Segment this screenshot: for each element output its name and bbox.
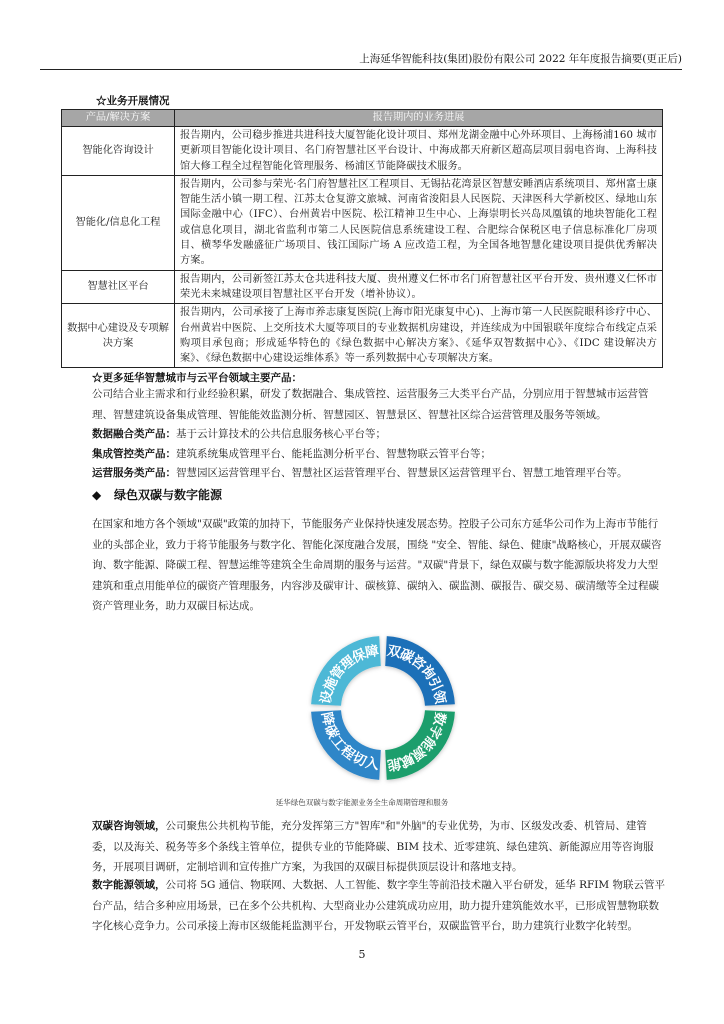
progress-cell: 报告期内，公司参与荣光·名门府智慧社区工程项目、无锡拈花湾景区智慧安睡酒店系统项目、郑州富士康智能生活小镇一期工程、江苏太仓复游文旅城、河南省浚阳县人民医院、天津医科大学新校区、绿地山东国际金融中心（IFC）、台州黄岩中医院、松江精神卫生中心、上海崇明长兴岛凤凰镇的地块智能化工程或信息化项目，湖北省监利市第二人民医院信息系统建设工程、合肥综合保税区电子信息标准化厂房项目、横琴华发融盛征广场项目、钱江国际广场 A 应改造工程，为全国各地智慧化建设项目提供优秀解决方案。 [175, 175, 663, 270]
section-title [92, 486, 222, 503]
consulting-text: 公司聚焦公共机构节能，充分发挥第三方"智库"和"外脑"的专业优势，为市、区级发改委、机管局、建管委，以及海关、税务等多个条线主管单位，提供专业的节能降碳、BIM 技术、近零建筑、绿色建筑、新能源应用等咨询服务，开展项目调研，定制培训和宣传推广方案，为我国的双碳目标提供顶层设计和落地支持。 [92, 820, 654, 873]
progress-cell: 报告期内，公司承接了上海市养志康复医院(上海市阳光康复中心)、上海市第一人民医院眼科诊疗中心、台州黄岩中医院、上交所技术大厦等项目的专业数据机房建设，并连续成为中国银联年度综合布线定点采购项目承包商；形成延华特色的《绿色数据中心解决方案》、《延华双智数据中心》、《IDC 建设解决方案》、《绿色数据中心建设运维体系》等一系列数据中心专项解决方案。 [175, 304, 663, 368]
table-row [62, 304, 663, 368]
platform-item-label: 集成管控类产品： [92, 448, 176, 460]
platform-item-label: 运营服务类产品： [92, 467, 176, 479]
lifecycle-ring-diagram [293, 618, 473, 798]
product-cell: 智能化咨询设计 [62, 127, 175, 176]
column-header-product: 产品/解决方案 [62, 110, 175, 127]
column-header-progress: 报告期内的业务进展 [175, 110, 663, 127]
energy-paragraph [92, 875, 667, 937]
header-title: 上海延华智能科技(集团)股份有限公司 2022 年年度报告摘要(更正后) [359, 53, 682, 65]
progress-cell: 报告期内，公司稳步推进共进科技大厦智能化设计项目、郑州龙湖金融中心外环项目、上海杨浦160 城市更新项目智能化设计项目、名门府智慧社区平台设计、中海成都天府新区超高层项目弱电咨询、上海科技馆大修工程全过程智能化管理服务、杨浦区节能降碳技术服务。 [175, 127, 663, 176]
product-cell: 智慧社区平台 [62, 270, 175, 304]
ring-label-digital-energy: 数字能源赋能 [385, 710, 449, 774]
consulting-label: 双碳咨询领域， [92, 820, 166, 832]
ring-label-consulting: 双碳咨询引领 [385, 642, 449, 706]
energy-label: 数字能源领域， [92, 879, 166, 891]
ring-svg [293, 618, 473, 798]
table-header-row [62, 110, 663, 127]
diamond-bullet-icon: ◆ [92, 488, 102, 502]
energy-text: 公司将 5G 通信、物联网、大数据、人工智能、数字孪生等前沿技术融入平台研发，延华 RFIM 物联云管平台产品，结合多种应用场景，已在多个公共机构、大型商业办公建筑成功应用，助力提升建筑能效水平，已形成智慧物联数字化核心竞争力。公司承接上海市区级能耗监测平台，开发物联云管平台，双碳监管平台，助力建筑行业数字化转型。 [92, 879, 666, 932]
green-body: 在国家和地方各个领域"双碳"政策的加持下，节能服务产业保持快速发展态势。控股子公司东方延华公司作为上海市节能行业的头部企业，致力于将节能服务与数字化、智能化深度融合发展，围绕 "安全、智能、绿色、健康"战略核心，开展双碳咨询、数字能源、降碳工程、智慧运维等建筑全生命周期的服务与运营。"双碳"背景下，绿色双碳与数字能源版块将发力大型建筑和重点用能单位的碳资产管理服务，内容涉及碳审计、碳核算、碳纳入、碳监测、碳报告、碳交易、碳清缴等全过程碳资产管理业务，助力双碳目标达成。 [92, 518, 662, 612]
business-heading: ☆业务开展情况 [96, 95, 170, 107]
platform-item-text: 基于云计算技术的公共信息服务核心平台等； [176, 428, 386, 440]
page-header [40, 51, 682, 70]
platform-item-text: 建筑系统集成管理平台、能耗监测分析平台、智慧物联云管平台等； [176, 448, 491, 460]
progress-cell: 报告期内，公司新签江苏太仓共进科技大厦、贵州遵义仁怀市名门府智慧社区平台开发、贵州遵义仁怀市荣光未来城建设项目智慧社区平台开发（增补协议）。 [175, 270, 663, 304]
section-title-text: 绿色双碳与数字能源 [114, 488, 223, 502]
platform-item-label: 数据融合类产品： [92, 428, 176, 440]
page-number: 5 [358, 948, 366, 961]
platform-heading: ☆更多延华智慧城市与云平台领域主要产品： [92, 372, 302, 384]
product-cell: 数据中心建设及专项解决方案 [62, 304, 175, 368]
platform-item-text: 智慧园区运营管理平台、智慧社区运营管理平台、智慧景区运营管理平台、智慧工地管理平台等。 [176, 467, 628, 479]
platform-intro: 公司结合业主需求和行业经验积累，研发了数据融合、集成管控、运营服务三大类平台产品，分别应用于智慧城市运营管理、智慧建筑设备集成管理、智能能效监测分析、智慧园区、智慧景区、智慧社区综合运营管理及服务等领域。 [92, 388, 649, 421]
platform-item [92, 444, 667, 465]
table-row [62, 127, 663, 176]
business-table [61, 109, 663, 368]
product-cell: 智能化/信息化工程 [62, 175, 175, 270]
table-row [62, 270, 663, 304]
ring-label-facility: 设施管理保障 [317, 642, 381, 706]
table-row [62, 175, 663, 270]
figure-caption: 延华绿色双碳与数字能源业务全生命周期管理和服务 [275, 798, 449, 807]
platform-item [92, 424, 667, 445]
ring-label-carbon-engineering: 降碳工程切入 [317, 710, 381, 774]
consulting-paragraph [92, 816, 667, 878]
platform-item [92, 463, 667, 484]
